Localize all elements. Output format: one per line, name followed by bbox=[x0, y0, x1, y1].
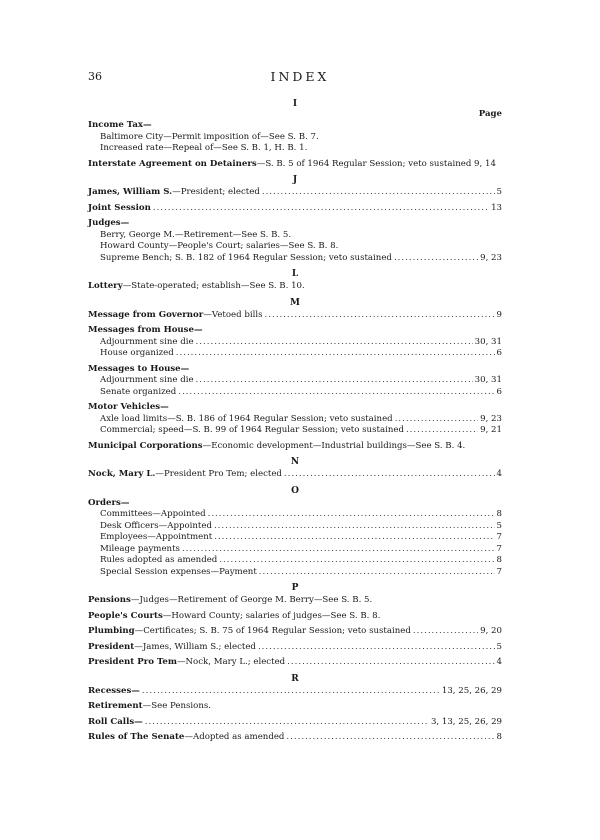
subentry-text: Commercial; speed—S. B. 99 of 1964 Regular Session; veto sustained bbox=[100, 425, 404, 435]
subentry-pages: 30, 31 bbox=[474, 375, 502, 385]
index-entries bbox=[88, 98, 502, 748]
section-letter: N bbox=[290, 457, 300, 467]
entry-row bbox=[88, 732, 502, 744]
dot-leader bbox=[196, 337, 473, 349]
entry-text bbox=[88, 717, 143, 729]
entry-heading: Municipal Corporations bbox=[88, 440, 203, 451]
entry-heading: Lottery bbox=[88, 281, 123, 291]
entry-detail: —Howard County; salaries of judges—See S. B. 8. bbox=[162, 610, 381, 621]
index-entry bbox=[88, 595, 502, 607]
entry-heading: Interstate Agreement on Detainers bbox=[88, 158, 257, 169]
dot-leader bbox=[258, 642, 495, 654]
entry-text bbox=[88, 203, 151, 215]
subentry-pages: 6 bbox=[496, 386, 502, 397]
entry-heading: Rules of The Senate bbox=[88, 732, 185, 742]
subentry-row bbox=[88, 414, 502, 426]
dot-leader bbox=[259, 567, 495, 579]
entry-detail: —Certificates; S. B. 75 of 1964 Regular Session; veto sustained bbox=[134, 626, 411, 636]
index-entry bbox=[88, 469, 502, 481]
entry-text bbox=[88, 657, 285, 669]
entry-row bbox=[88, 281, 502, 293]
entry-row bbox=[88, 364, 502, 376]
subentry-pages: 9, 21 bbox=[480, 425, 502, 435]
subentry-text: Howard County—People's Court; salaries—See S. B. 8. bbox=[100, 241, 339, 251]
entry-heading: Roll Calls— bbox=[88, 716, 143, 727]
entry-pages: 8 bbox=[496, 732, 502, 742]
subentry-row bbox=[88, 132, 502, 144]
subentry-text: Special Session expenses—Payment bbox=[100, 566, 257, 577]
index-entry bbox=[88, 717, 502, 729]
entry-text bbox=[88, 120, 152, 132]
index-entry bbox=[88, 218, 502, 264]
entry-text bbox=[88, 686, 140, 698]
dot-leader bbox=[286, 732, 494, 744]
index-entry bbox=[88, 159, 502, 171]
subentry-pages: 7 bbox=[496, 543, 502, 554]
entry-detail: —Judges—Retirement of George M. Berry—See S. B. 5. bbox=[130, 595, 373, 605]
dot-leader bbox=[287, 657, 494, 669]
subentry-row bbox=[88, 555, 502, 567]
entry-text bbox=[88, 187, 260, 199]
index-entry bbox=[88, 686, 502, 698]
subentry-text: Increased rate—Repeal of—See S. B. 1, H. B. 1. bbox=[100, 143, 308, 153]
subentry-row bbox=[88, 387, 502, 399]
entry-text bbox=[88, 642, 256, 654]
entry-heading: Pensions bbox=[88, 595, 131, 605]
entry-detail: —S. B. 5 of 1964 Regular Session; veto sustained 9, 14 bbox=[256, 158, 496, 169]
entry-heading: Message from Governor bbox=[88, 309, 204, 320]
section-letter: O bbox=[291, 485, 299, 496]
subentry-text: Baltimore City—Permit imposition of—See S. B. 7. bbox=[100, 131, 319, 142]
entry-pages: 13, 25, 26, 29 bbox=[441, 685, 502, 696]
entry-text bbox=[88, 701, 211, 713]
entry-text bbox=[88, 441, 465, 453]
entry-pages: 4 bbox=[496, 657, 502, 667]
entry-detail: —President; elected bbox=[172, 187, 260, 197]
entry-heading: Income Tax— bbox=[88, 120, 152, 130]
index-entry bbox=[88, 402, 502, 437]
entry-row bbox=[88, 657, 502, 669]
subentry-row bbox=[88, 532, 502, 544]
entry-detail: —Vetoed bills bbox=[203, 309, 263, 320]
entry-heading: Orders— bbox=[88, 497, 130, 508]
subentry-row bbox=[88, 337, 502, 349]
entry-heading: Motor Vehicles— bbox=[88, 402, 169, 412]
index-entry bbox=[88, 120, 502, 155]
subentry-row bbox=[88, 230, 502, 242]
entry-row bbox=[88, 120, 502, 132]
subentry-row bbox=[88, 241, 502, 253]
entry-heading: Retirement bbox=[88, 701, 143, 711]
entry-text bbox=[88, 469, 282, 481]
section-letter: J bbox=[292, 175, 298, 185]
entry-heading: Nock, Mary L. bbox=[88, 469, 156, 479]
dot-leader bbox=[208, 509, 495, 521]
subentry-text: Supreme Bench; S. B. 182 of 1964 Regular Session; veto sustained bbox=[100, 252, 392, 263]
entry-row bbox=[88, 159, 502, 171]
subentry-row bbox=[88, 253, 502, 265]
section-letter: P bbox=[291, 583, 299, 593]
index-entry bbox=[88, 626, 502, 638]
page-column-header: Page bbox=[478, 109, 502, 119]
entry-text bbox=[88, 732, 284, 744]
entry-row bbox=[88, 469, 502, 481]
subentry-text: Berry, George M.—Retirement—See S. B. 5. bbox=[100, 229, 292, 240]
entry-row bbox=[88, 187, 502, 199]
subentry-text: Rules adopted as amended bbox=[100, 555, 218, 565]
entry-text bbox=[88, 595, 372, 607]
dot-leader bbox=[214, 521, 495, 533]
entry-detail: —President Pro Tem; elected bbox=[155, 469, 282, 479]
subentry-row bbox=[88, 348, 502, 360]
entry-text bbox=[88, 626, 411, 638]
entry-pages: 5 bbox=[496, 641, 502, 652]
page-title: INDEX bbox=[270, 69, 330, 84]
dot-leader bbox=[153, 203, 489, 215]
entry-heading: James, William S. bbox=[88, 187, 173, 197]
subentry-pages: 8 bbox=[496, 509, 502, 519]
dot-leader bbox=[265, 310, 495, 322]
entry-row bbox=[88, 218, 502, 230]
entry-heading: Judges— bbox=[88, 218, 130, 228]
subentry-row bbox=[88, 544, 502, 556]
index-entry bbox=[88, 310, 502, 322]
entry-heading: President bbox=[88, 641, 135, 652]
subentry-pages: 9, 23 bbox=[480, 252, 502, 263]
dot-leader bbox=[413, 626, 478, 638]
dot-leader bbox=[394, 253, 478, 265]
entry-detail: —State-operated; establish—See S. B. 10. bbox=[122, 281, 305, 291]
dot-leader bbox=[262, 187, 495, 199]
entry-row bbox=[88, 325, 502, 337]
index-entry bbox=[88, 364, 502, 399]
index-entry bbox=[88, 657, 502, 669]
subentry-text: Mileage payments bbox=[100, 543, 180, 554]
dot-leader bbox=[214, 532, 494, 544]
entry-heading: President Pro Tem bbox=[88, 657, 177, 667]
subentry-pages: 7 bbox=[496, 566, 502, 577]
section-letter: L bbox=[291, 269, 299, 279]
entry-row bbox=[88, 626, 502, 638]
entry-row bbox=[88, 686, 502, 698]
entry-text bbox=[88, 159, 496, 171]
entry-text bbox=[88, 325, 203, 337]
entry-text bbox=[88, 402, 169, 414]
entry-detail: —Economic development—Industrial buildings—See S. B. 4. bbox=[202, 440, 466, 451]
entry-text bbox=[88, 218, 129, 230]
entry-text bbox=[88, 281, 305, 293]
entry-pages: 9, 20 bbox=[480, 626, 502, 636]
subentry-text: Senate organized bbox=[100, 386, 177, 397]
entry-row bbox=[88, 441, 502, 453]
section-letter: I bbox=[292, 99, 298, 109]
entry-row bbox=[88, 717, 502, 729]
index-entry bbox=[88, 325, 502, 360]
index-entry bbox=[88, 203, 502, 215]
subentry-text: Desk Officers—Appointed bbox=[100, 520, 212, 531]
entry-row bbox=[88, 203, 502, 215]
entry-heading: Plumbing bbox=[88, 626, 135, 636]
entry-heading: Messages to House— bbox=[88, 363, 190, 374]
subentry-row bbox=[88, 567, 502, 579]
dot-leader bbox=[219, 555, 494, 567]
entry-pages: 4 bbox=[496, 469, 502, 479]
index-entry bbox=[88, 701, 502, 713]
entry-row bbox=[88, 498, 502, 510]
index-entry bbox=[88, 441, 502, 453]
entry-row bbox=[88, 310, 502, 322]
subentry-row bbox=[88, 509, 502, 521]
subentry-text: Adjournment sine die bbox=[100, 375, 194, 385]
subentry-pages: 6 bbox=[496, 348, 502, 358]
subentry-pages: 30, 31 bbox=[474, 336, 502, 347]
index-entry bbox=[88, 187, 502, 199]
entry-pages: 5 bbox=[496, 187, 502, 197]
entry-detail: —Nock, Mary L.; elected bbox=[176, 657, 286, 667]
subentry-text: Axle load limits—S. B. 186 of 1964 Regular Session; veto sustained bbox=[100, 413, 393, 424]
entry-detail: —See Pensions. bbox=[142, 701, 212, 711]
entry-detail: —Adopted as amended bbox=[184, 732, 285, 742]
subentry-row bbox=[88, 425, 502, 437]
entry-heading: Recesses— bbox=[88, 685, 140, 696]
entry-text bbox=[88, 310, 263, 322]
subentry-pages: 9, 23 bbox=[480, 413, 502, 424]
section-letter: R bbox=[291, 673, 299, 684]
subentry-row bbox=[88, 143, 502, 155]
subentry-pages: 5 bbox=[496, 520, 502, 531]
entry-heading: People's Courts bbox=[88, 610, 163, 621]
dot-leader bbox=[196, 375, 473, 387]
entry-row bbox=[88, 611, 502, 623]
dot-leader bbox=[406, 425, 478, 437]
dot-leader bbox=[284, 469, 495, 481]
entry-pages: 3, 13, 25, 26, 29 bbox=[430, 716, 502, 727]
subentry-pages: 8 bbox=[496, 555, 502, 565]
index-entry bbox=[88, 642, 502, 654]
entry-pages: 9 bbox=[496, 309, 502, 320]
entry-pages: 13 bbox=[491, 202, 502, 213]
subentry-text: House organized bbox=[100, 348, 174, 358]
entry-heading: Messages from House— bbox=[88, 325, 203, 335]
index-entry bbox=[88, 281, 502, 293]
subentry-row bbox=[88, 521, 502, 533]
entry-row bbox=[88, 642, 502, 654]
subentry-text: Committees—Appointed bbox=[100, 509, 206, 519]
entry-text bbox=[88, 498, 129, 510]
entry-row bbox=[88, 595, 502, 607]
dot-leader bbox=[142, 686, 440, 698]
entry-heading: Joint Session bbox=[88, 202, 151, 213]
entry-text bbox=[88, 611, 380, 623]
dot-leader bbox=[145, 717, 429, 729]
dot-leader bbox=[182, 544, 495, 556]
subentry-pages: 7 bbox=[496, 532, 502, 542]
subentry-row bbox=[88, 375, 502, 387]
entry-detail: —James, William S.; elected bbox=[134, 641, 256, 652]
page-number: 36 bbox=[88, 70, 102, 83]
subentry-text: Adjournment sine die bbox=[100, 336, 194, 347]
index-entry bbox=[88, 611, 502, 623]
subentry-text: Employees—Appointment bbox=[100, 532, 213, 542]
dot-leader bbox=[395, 414, 478, 426]
index-entry bbox=[88, 498, 502, 579]
dot-leader bbox=[178, 387, 494, 399]
entry-text bbox=[88, 364, 189, 376]
index-entry bbox=[88, 732, 502, 744]
entry-row bbox=[88, 402, 502, 414]
dot-leader bbox=[176, 348, 495, 360]
section-letter: M bbox=[290, 297, 300, 308]
entry-row bbox=[88, 701, 502, 713]
